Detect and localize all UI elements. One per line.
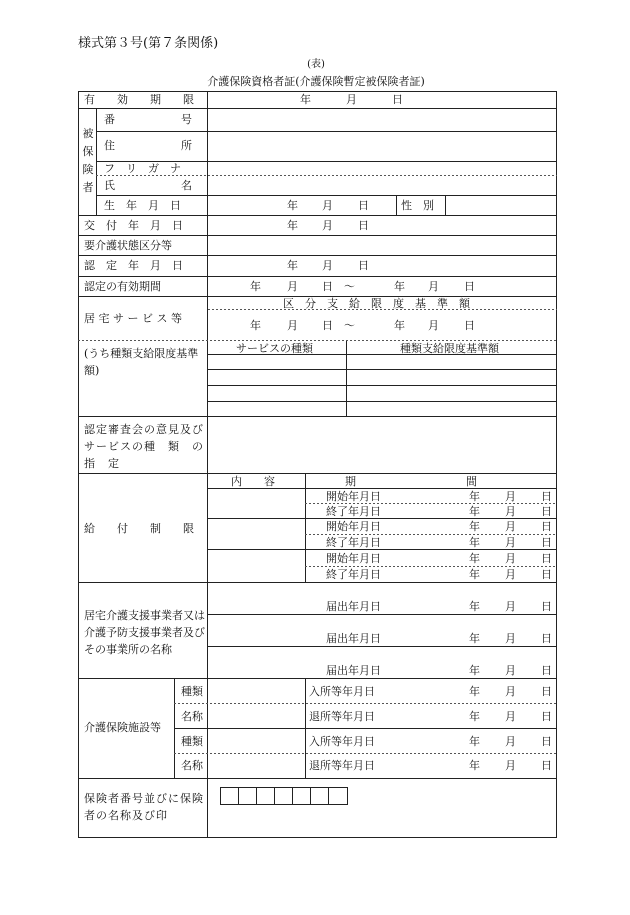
limit-from-month: 月 bbox=[287, 319, 298, 332]
care-level-label: 要介護状態区分等 bbox=[84, 239, 172, 252]
notif-1-month: 月 bbox=[505, 600, 516, 613]
start-2-year: 年 bbox=[469, 520, 480, 533]
limit-to-day: 日 bbox=[464, 319, 475, 332]
adm-2-year: 年 bbox=[469, 735, 480, 748]
cert-period-label: 認定の有効期間 bbox=[84, 280, 161, 293]
cert-day: 日 bbox=[358, 259, 369, 272]
limit-to-year: 年 bbox=[394, 319, 405, 332]
start-date-3: 開始年月日 bbox=[326, 552, 381, 565]
benefit-limit-label: 給 付 制 限 bbox=[84, 522, 194, 535]
facility-label: 介護保険施設等 bbox=[84, 721, 161, 734]
start-3-day: 日 bbox=[541, 552, 552, 565]
limit-to-month: 月 bbox=[428, 319, 439, 332]
dis-2-day: 日 bbox=[541, 759, 552, 772]
notif-2-day: 日 bbox=[541, 632, 552, 645]
period-to-year: 年 bbox=[394, 280, 405, 293]
home-service-label: 居 宅 サ ー ビ ス 等 bbox=[84, 312, 182, 325]
notif-2-year: 年 bbox=[469, 632, 480, 645]
service-type-header: サービスの種類 bbox=[236, 342, 313, 355]
address-label: 住 所 bbox=[104, 139, 192, 152]
kind-label-2: 種類 bbox=[181, 735, 203, 748]
sub-limit-label: (うち種類支給限度基準額) bbox=[84, 347, 199, 377]
end-3-year: 年 bbox=[469, 568, 480, 581]
content-header: 内 容 bbox=[231, 475, 275, 488]
validity-year: 年 bbox=[300, 93, 311, 106]
notif-1-day: 日 bbox=[541, 600, 552, 613]
form-number: 様式第３号(第７条関係) bbox=[78, 36, 219, 51]
start-1-day: 日 bbox=[541, 490, 552, 503]
adm-2-day: 日 bbox=[541, 735, 552, 748]
end-1-month: 月 bbox=[505, 505, 516, 518]
limit-from-year: 年 bbox=[250, 319, 261, 332]
birth-day: 日 bbox=[358, 199, 369, 212]
furigana-label: フ リ ガ ナ bbox=[104, 162, 181, 175]
period-tilde: ～ bbox=[344, 280, 355, 293]
birth-year: 年 bbox=[287, 199, 298, 212]
start-date-1: 開始年月日 bbox=[326, 490, 381, 503]
notif-3-day: 日 bbox=[541, 664, 552, 677]
discharge-date-2: 退所等年月日 bbox=[309, 759, 375, 772]
issue-date-label: 交 付 年 月 日 bbox=[84, 219, 183, 232]
side-label: (表) bbox=[307, 59, 325, 70]
facility-name-label-1: 名称 bbox=[181, 710, 203, 723]
end-2-month: 月 bbox=[505, 536, 516, 549]
dis-1-month: 月 bbox=[505, 710, 516, 723]
discharge-date-1: 退所等年月日 bbox=[309, 710, 375, 723]
dis-2-month: 月 bbox=[505, 759, 516, 772]
kind-label-1: 種類 bbox=[181, 685, 203, 698]
period-from-day: 日 bbox=[322, 280, 333, 293]
notif-3-month: 月 bbox=[505, 664, 516, 677]
period-header: 期 間 bbox=[345, 475, 477, 488]
issue-year: 年 bbox=[287, 219, 298, 232]
notif-1-year: 年 bbox=[469, 600, 480, 613]
admission-date-2: 入所等年月日 bbox=[309, 735, 375, 748]
opinion-label: 認定審査会の意見及びサービスの種 類 の 指 定 bbox=[84, 423, 216, 470]
notif-3-year: 年 bbox=[469, 664, 480, 677]
end-2-day: 日 bbox=[541, 536, 552, 549]
form-title: 介護保険資格者証(介護保険暫定被保険者証) bbox=[207, 75, 425, 88]
admission-date-1: 入所等年月日 bbox=[309, 685, 375, 698]
number-label: 番 号 bbox=[104, 113, 192, 126]
end-date-3: 終了年月日 bbox=[326, 568, 381, 581]
adm-1-day: 日 bbox=[541, 685, 552, 698]
end-2-year: 年 bbox=[469, 536, 480, 549]
period-to-month: 月 bbox=[428, 280, 439, 293]
birth-month: 月 bbox=[322, 199, 333, 212]
limit-tilde: ～ bbox=[344, 319, 355, 332]
cert-date-label: 認 定 年 月 日 bbox=[84, 259, 183, 272]
end-1-year: 年 bbox=[469, 505, 480, 518]
start-date-2: 開始年月日 bbox=[326, 520, 381, 533]
dis-2-year: 年 bbox=[469, 759, 480, 772]
start-1-year: 年 bbox=[469, 490, 480, 503]
insurer-label: 保険者番号並びに保険者の名称及び印 bbox=[84, 792, 204, 822]
sex-label: 性 別 bbox=[401, 199, 434, 212]
end-date-1: 終了年月日 bbox=[326, 505, 381, 518]
notif-2-month: 月 bbox=[505, 632, 516, 645]
validity-month: 月 bbox=[346, 93, 357, 106]
notification-date-1: 届出年月日 bbox=[326, 600, 381, 613]
period-from-month: 月 bbox=[287, 280, 298, 293]
end-date-2: 終了年月日 bbox=[326, 536, 381, 549]
dis-1-year: 年 bbox=[469, 710, 480, 723]
end-3-month: 月 bbox=[505, 568, 516, 581]
name-label: 氏 名 bbox=[104, 179, 192, 192]
adm-1-year: 年 bbox=[469, 685, 480, 698]
adm-2-month: 月 bbox=[505, 735, 516, 748]
period-to-day: 日 bbox=[464, 280, 475, 293]
care-support-label: 居宅介護支援事業者又は介護予防支援事業者及びその事業所の名称 bbox=[84, 609, 205, 656]
cert-year: 年 bbox=[287, 259, 298, 272]
period-from-year: 年 bbox=[250, 280, 261, 293]
dis-1-day: 日 bbox=[541, 710, 552, 723]
end-1-day: 日 bbox=[541, 505, 552, 518]
issue-day: 日 bbox=[358, 219, 369, 232]
issue-month: 月 bbox=[322, 219, 333, 232]
type-limit-header: 種類支給限度基準額 bbox=[400, 342, 499, 355]
cert-month: 月 bbox=[322, 259, 333, 272]
end-3-day: 日 bbox=[541, 568, 552, 581]
start-2-month: 月 bbox=[505, 520, 516, 533]
insured-group-label: 被保険者 bbox=[82, 127, 94, 194]
validity-day: 日 bbox=[392, 93, 403, 106]
start-1-month: 月 bbox=[505, 490, 516, 503]
validity-label: 有 効 期 限 bbox=[84, 93, 194, 106]
start-3-year: 年 bbox=[469, 552, 480, 565]
notification-date-3: 届出年月日 bbox=[326, 664, 381, 677]
start-2-day: 日 bbox=[541, 520, 552, 533]
facility-name-label-2: 名称 bbox=[181, 759, 203, 772]
adm-1-month: 月 bbox=[505, 685, 516, 698]
notification-date-2: 届出年月日 bbox=[326, 632, 381, 645]
limit-from-day: 日 bbox=[322, 319, 333, 332]
start-3-month: 月 bbox=[505, 552, 516, 565]
limit-header: 区 分 支 給 限 度 基 準 額 bbox=[283, 297, 470, 310]
birth-label: 生 年 月 日 bbox=[104, 199, 181, 212]
